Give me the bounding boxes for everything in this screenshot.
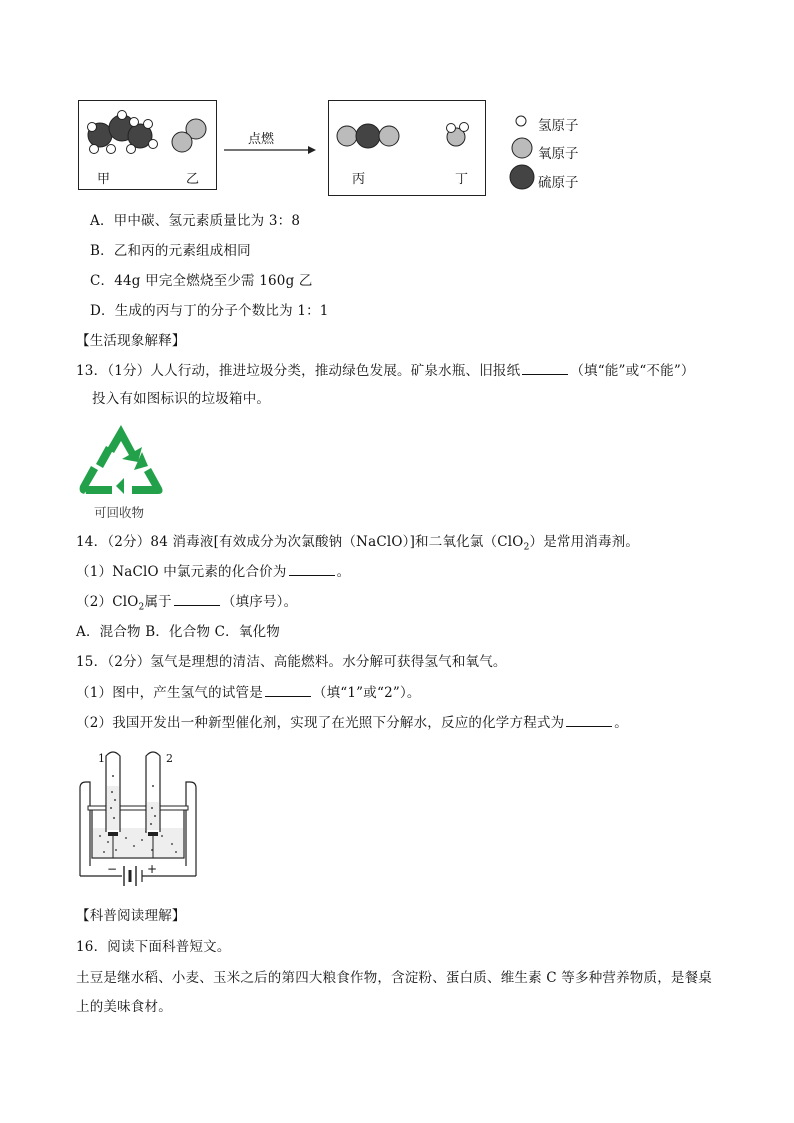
section-read-heading: 【科普阅读理解】 — [76, 908, 186, 924]
q14-part2-mid: 属于 — [144, 594, 172, 610]
label-bing: 丙 — [352, 172, 366, 187]
arrow-label: 点燃 — [248, 132, 275, 147]
battery-minus-label: − — [107, 862, 118, 876]
q13-line1-post: （填“能”或“不能”） — [570, 363, 695, 379]
option-c: C．44g 甲完全燃烧至少需 160g 乙 — [90, 273, 313, 289]
q15-part2 — [76, 713, 628, 733]
molecule-ding — [447, 123, 469, 147]
legend-hydrogen-icon — [514, 114, 528, 128]
q14-part2-text: （2）ClO — [76, 594, 139, 610]
section-life-heading: 【生活现象解释】 — [76, 333, 186, 349]
q14-stem-post: ）是常用消毒剂。 — [529, 534, 640, 550]
q14-part2-post: （填序号）。 — [221, 594, 298, 610]
option-b: B．乙和丙的元素组成相同 — [90, 243, 251, 259]
q15-part2-post: 。 — [614, 715, 628, 731]
q14-part1 — [76, 562, 350, 582]
legend-sulfur-label: 硫原子 — [538, 175, 579, 191]
option-d: D．生成的丙与丁的分子个数比为 1：1 — [90, 303, 329, 319]
q15-part1-text: （1）图中，产生氢气的试管是 — [76, 685, 263, 701]
q13-line2: 投入有如图标识的垃圾箱中。 — [92, 391, 271, 407]
q14-part1-blank[interactable] — [289, 563, 335, 576]
q15-part1 — [76, 683, 421, 703]
q13-line1 — [76, 361, 695, 381]
q16-paragraph-line1: 土豆是继水稻、小麦、玉米之后的第四大粮食作物，含淀粉、蛋白质、维生素 C 等多种营养物质，是餐桌 — [76, 970, 713, 986]
option-a: A．甲中碳、氢元素质量比为 3：8 — [90, 213, 301, 229]
recycle-label: 可回收物 — [94, 505, 145, 520]
q14-part2 — [76, 592, 297, 618]
q15-part1-blank[interactable] — [265, 684, 311, 697]
label-yi: 乙 — [186, 172, 200, 187]
q14-choices: A．混合物 B．化合物 C．氧化物 — [76, 624, 280, 640]
q14-stem-text: 14．（2分）84 消毒液[有效成分为次氯酸钠（NaClO）]和二氧化氯（ClO — [76, 534, 524, 550]
label-jia: 甲 — [97, 172, 111, 187]
molecule-jia — [88, 111, 158, 154]
q13-answer-blank[interactable] — [522, 362, 568, 375]
q14-stem — [76, 532, 639, 558]
electrolysis-diagram — [76, 746, 200, 894]
q15-stem: 15．（2分）氢气是理想的清洁、高能燃料。水分解可获得氢气和氧气。 — [76, 654, 507, 670]
battery-plus-label: + — [147, 862, 158, 876]
q14-part1-post: 。 — [336, 564, 351, 580]
molecule-yi — [172, 119, 206, 152]
q14-stem-sub: 2 — [523, 542, 530, 553]
recycle-icon — [76, 422, 166, 502]
q16-paragraph-line2: 上的美味食材。 — [76, 999, 172, 1015]
legend-sulfur-icon — [508, 163, 536, 191]
legend-oxygen-icon — [510, 136, 534, 160]
q14-part2-sub: 2 — [138, 602, 145, 613]
q16-stem: 16．阅读下面科普短文。 — [76, 939, 231, 955]
q14-part2-blank[interactable] — [174, 593, 220, 606]
tube-1-label: 1 — [98, 752, 105, 765]
legend-hydrogen-label: 氢原子 — [538, 118, 579, 134]
legend-oxygen-label: 氧原子 — [538, 146, 579, 162]
q15-part2-blank[interactable] — [566, 714, 612, 727]
tube-2-label: 2 — [166, 752, 173, 765]
molecule-bing — [337, 124, 399, 148]
label-ding: 丁 — [455, 172, 469, 187]
q14-part1-text: （1）NaClO 中氯元素的化合价为 — [76, 564, 287, 580]
q15-part2-text: （2）我国开发出一种新型催化剂，实现了在光照下分解水，反应的化学方程式为 — [76, 715, 565, 731]
reaction-arrow-icon — [222, 144, 318, 156]
q15-part1-post: （填“1”或“2”）。 — [312, 685, 421, 701]
q13-line1-text: 13．（1分）人人行动，推进垃圾分类，推动绿色发展。矿泉水瓶、旧报纸 — [76, 363, 521, 379]
